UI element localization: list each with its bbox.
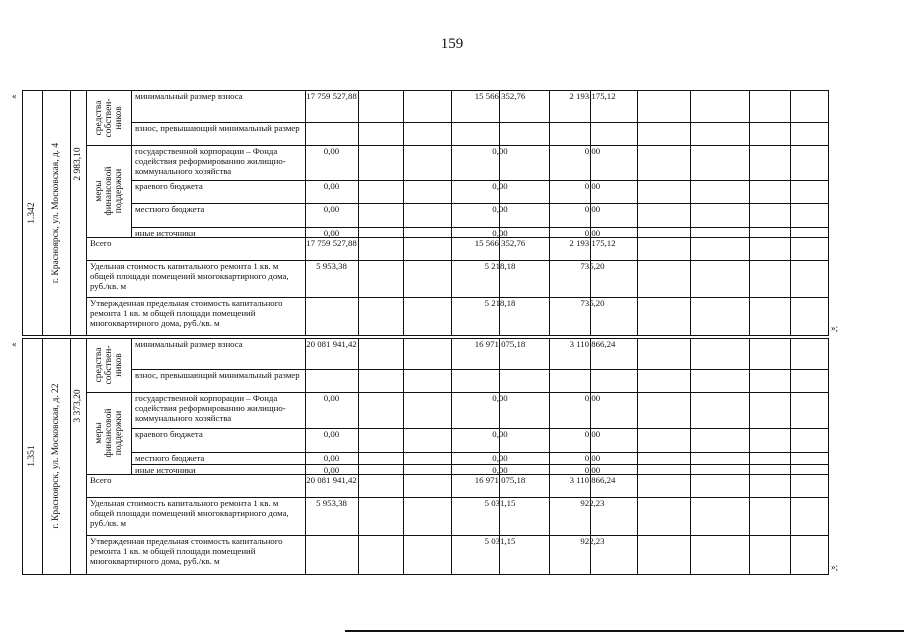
block1-unit_cost-value: 5 218,18 <box>484 261 516 271</box>
block1-total-value: 15 566 352,76 <box>474 238 526 248</box>
block2-open-quote: « <box>12 339 17 349</box>
block2-close-quote: »; <box>831 562 839 572</box>
block2-row-value: 0,00 <box>492 465 508 474</box>
table-rule <box>749 90 750 336</box>
table-rule <box>637 338 638 575</box>
block1-row-value: 2 193 175,12 <box>569 91 616 101</box>
block2-row-value: 0,00 <box>584 429 601 439</box>
bottom-rule <box>345 630 904 632</box>
block2-row-value <box>451 370 549 392</box>
block1-row-value <box>305 123 358 145</box>
block2-row-value: 16 971 075,18 <box>474 339 526 349</box>
block2-unit_cost-value: 5 031,15 <box>484 498 516 508</box>
block1-row-value: 0,00 <box>323 146 340 156</box>
block1-row-label: государственной корпорации – Фонда содействия реформированию жилищно-коммунального хозяйства <box>135 146 286 176</box>
block2-total-value: 16 971 075,18 <box>474 475 526 485</box>
table-rule <box>131 338 132 475</box>
table-rule <box>86 338 87 575</box>
table-rule <box>358 338 359 575</box>
block1-unit_cost-value: 5 953,38 <box>316 261 347 271</box>
block1-area: 2 983,10 <box>73 146 83 181</box>
block2-limit_cost-value: 5 031,15 <box>484 536 516 546</box>
block1-row-value: 0,00 <box>584 146 601 156</box>
block2-unit_cost-value: 922,23 <box>580 498 605 508</box>
block2-group-owners: средства собствен-ников <box>93 345 124 385</box>
block1-address: г. Красноярск, ул. Московская, д. 4 <box>51 142 61 283</box>
table-rule <box>86 90 87 336</box>
block1-limit_cost-value: 5 218,18 <box>484 298 516 308</box>
block2-row-value: 0,00 <box>584 393 601 403</box>
block1-row-value <box>451 123 549 145</box>
block2-limit_cost-value <box>305 536 358 574</box>
block2-total-value: 20 081 941,42 <box>306 475 357 485</box>
table-rule <box>690 90 691 336</box>
table-rule <box>70 338 71 575</box>
block1-limit_cost-label: Утвержденная предельная стоимость капитального ремонта 1 кв. м общей площади помещений многоквартирного дома, руб./кв. м <box>90 298 283 328</box>
block2-row-value: 0,00 <box>492 429 508 439</box>
block2-row-value: 0,00 <box>323 429 340 439</box>
block2-row-value: 0,00 <box>323 465 340 474</box>
block2-row-label: взнос, превышающий минимальный размер <box>135 370 300 380</box>
block2-row-label: краевого бюджета <box>135 429 203 439</box>
block1-row-value: 0,00 <box>492 204 508 214</box>
table-rule <box>403 90 404 336</box>
block1-limit_cost-value: 735,20 <box>580 298 605 308</box>
block2-row-label: государственной корпорации – Фонда содействия реформированию жилищно-коммунального хозяйства <box>135 393 286 423</box>
table-rule <box>22 338 23 575</box>
block2-row-value: 0,00 <box>492 393 508 403</box>
table-rule <box>42 338 43 575</box>
block1-row-value: 0,00 <box>323 204 340 214</box>
table-rule <box>22 574 829 575</box>
block1-unit_cost-label: Удельная стоимость капитального ремонта 1 кв. м общей площади помещений многоквартирного дома, руб./кв. м <box>90 261 289 291</box>
block2-limit_cost-value: 922,23 <box>580 536 605 546</box>
block1-limit_cost-value <box>305 298 358 335</box>
block2-row-value <box>305 370 358 392</box>
table-rule <box>42 90 43 336</box>
page-number: 159 <box>440 36 464 52</box>
table-rule <box>828 338 829 575</box>
table-rule <box>358 90 359 336</box>
table-rule <box>403 338 404 575</box>
block1-row-label: минимальный размер взноса <box>135 91 243 101</box>
block1-row-label: краевого бюджета <box>135 181 203 191</box>
block1-unit_cost-value: 735,20 <box>580 261 605 271</box>
table-rule <box>22 90 23 336</box>
block2-area: 3 373,20 <box>73 389 83 423</box>
block2-row-value: 0,00 <box>492 453 508 463</box>
table-rule <box>690 338 691 575</box>
block2-total-label: Всего <box>90 475 112 485</box>
table-rule <box>828 90 829 336</box>
block1-row-value: 17 759 527,88 <box>306 91 357 101</box>
block1-row-value: 0,00 <box>492 228 508 237</box>
block2-total-value: 3 110 866,24 <box>569 475 616 485</box>
block2-row-value: 0,00 <box>584 453 601 463</box>
block1-row-value: 0,00 <box>323 228 340 237</box>
block1-row-value: 0,00 <box>584 204 601 214</box>
table-rule <box>749 338 750 575</box>
block1-close-quote: »; <box>831 323 839 333</box>
block1-open-quote: « <box>12 91 17 101</box>
block2-unit_cost-value: 5 953,38 <box>316 498 347 508</box>
block2-unit_cost-label: Удельная стоимость капитального ремонта 1 кв. м общей площади помещений многоквартирного дома, руб./кв. м <box>90 498 289 528</box>
table-rule <box>131 90 132 238</box>
block1-row-value: 0,00 <box>584 228 601 237</box>
block1-group-support: меры финансовой поддержки <box>93 166 124 216</box>
block2-row-label: иные источники <box>135 465 196 474</box>
block2-row-value: 20 081 941,42 <box>306 339 357 349</box>
block1-row-value: 0,00 <box>492 146 508 156</box>
block2-group-support: меры финансовой поддержки <box>93 408 124 458</box>
block2-row-label: минимальный размер взноса <box>135 339 243 349</box>
block1-row-label: иные источники <box>135 228 196 237</box>
block1-total-label: Всего <box>90 238 112 248</box>
block2-row-value: 0,00 <box>323 453 340 463</box>
block1-row-value <box>549 123 636 145</box>
table-rule <box>790 338 791 575</box>
block1-row-label: взнос, превышающий минимальный размер <box>135 123 300 133</box>
block1-row-value: 15 566 352,76 <box>474 91 526 101</box>
block2-row-label: местного бюджета <box>135 453 205 463</box>
block2-row-value <box>549 370 636 392</box>
block1-group-owners: средства собствен-ников <box>93 97 124 138</box>
table-rule <box>70 90 71 336</box>
block2-row-value: 0,00 <box>323 393 340 403</box>
block2-address: г. Красноярск, ул. Московская, д. 22 <box>51 383 61 529</box>
block1-row-value: 0,00 <box>492 181 508 191</box>
block1-total-value: 2 193 175,12 <box>569 238 616 248</box>
block2-code: 1.351 <box>27 445 37 467</box>
block2-row-value: 0,00 <box>584 465 601 474</box>
block1-row-value: 0,00 <box>323 181 340 191</box>
table-rule <box>790 90 791 336</box>
block2-limit_cost-label: Утвержденная предельная стоимость капитального ремонта 1 кв. м общей площади помещений многоквартирного дома, руб./кв. м <box>90 536 283 566</box>
table-rule <box>637 90 638 336</box>
block1-row-value: 0,00 <box>584 181 601 191</box>
table-rule <box>22 335 829 336</box>
block1-total-value: 17 759 527,88 <box>306 238 357 248</box>
block2-row-value: 3 110 866,24 <box>569 339 616 349</box>
block1-row-label: местного бюджета <box>135 204 205 214</box>
block1-code: 1.342 <box>27 201 37 224</box>
